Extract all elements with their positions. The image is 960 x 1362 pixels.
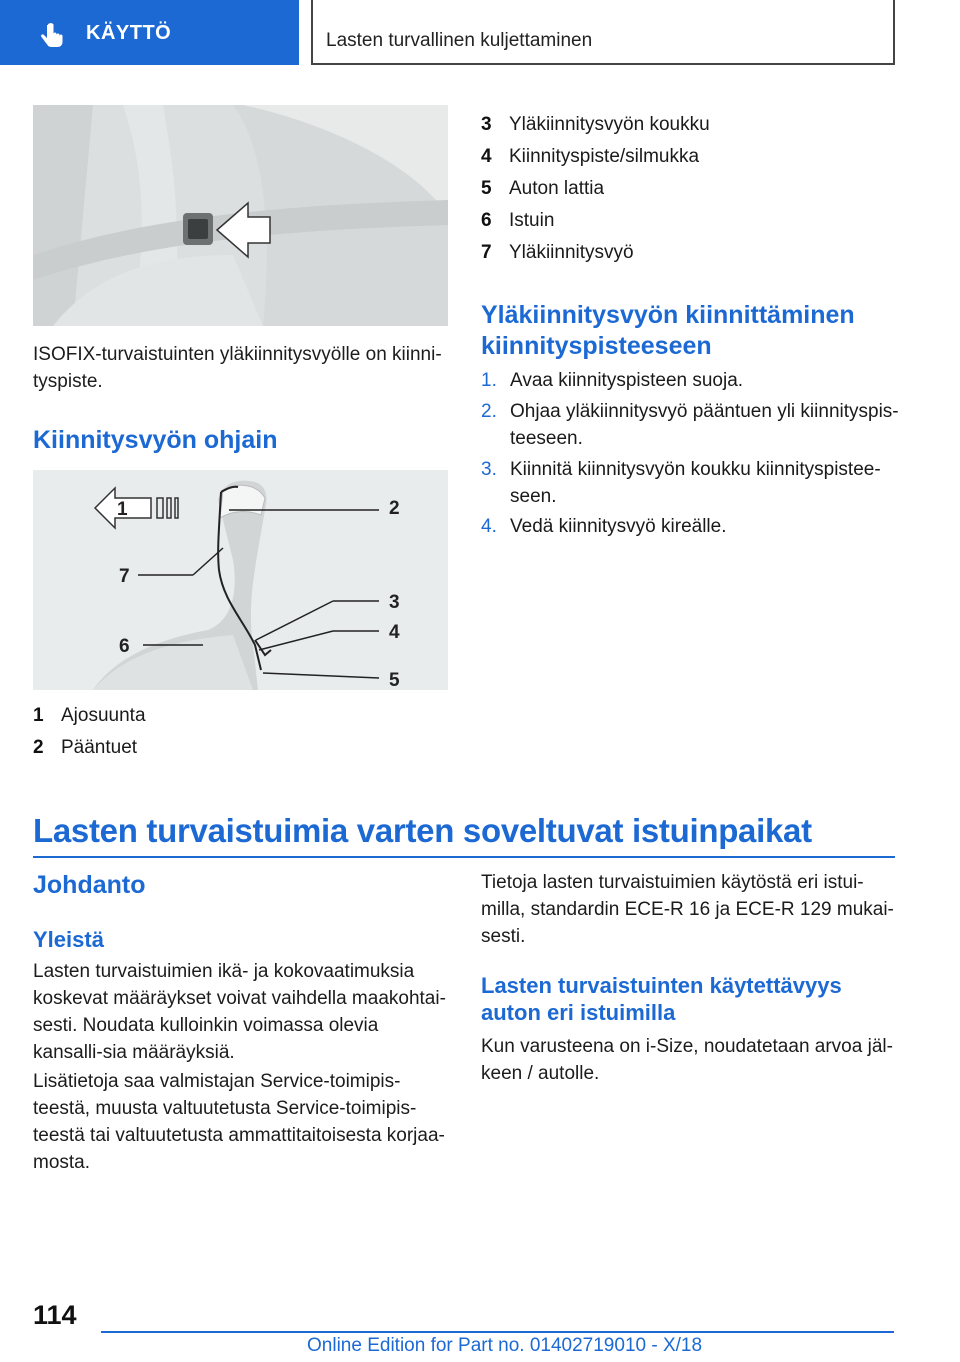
edition-note: Online Edition for Part no. 01402719010 - X/18 xyxy=(307,1335,703,1356)
section-title: Lasten turvaistuimia varten soveltuvat istuinpaikat xyxy=(33,812,895,858)
anchor-point-photo xyxy=(33,105,448,326)
step-num: 4. xyxy=(481,516,497,537)
general-heading: Yleistä xyxy=(33,927,104,952)
step-text: Vedä kiinnitysvyö kireälle. xyxy=(510,516,727,537)
section-tab-label: KÄYTTÖ xyxy=(86,22,172,44)
legend-item xyxy=(33,734,137,761)
chapter-header xyxy=(311,0,895,65)
step-item xyxy=(481,456,901,510)
legend-num: 1 xyxy=(33,705,44,726)
legend-text: Ajosuunta xyxy=(61,705,146,726)
footer-divider xyxy=(101,1331,894,1333)
legend-item xyxy=(33,702,146,729)
legend-item xyxy=(481,239,634,266)
legend-item xyxy=(481,111,710,138)
diagram-label-1: 1 xyxy=(117,499,128,520)
step-item xyxy=(481,398,901,452)
page-number: 114 xyxy=(33,1300,77,1330)
diagram-label-5: 5 xyxy=(389,670,400,690)
legend-num: 6 xyxy=(481,210,492,231)
general-paragraph-2: Lisätietoja saa valmistajan Service-toimipis-teestä, muusta valtuutetusta Service-toimipis-teestä tai valtuutetusta ammattitaitoisesta korjaa-mosta. xyxy=(33,1071,445,1173)
step-num: 2. xyxy=(481,401,497,422)
legend-item xyxy=(481,143,699,170)
legend-text: Yläkiinnitysvyön koukku xyxy=(509,114,710,135)
legend-text: Yläkiinnitysvyö xyxy=(509,242,634,263)
general-paragraph-1: Lasten turvaistuimien ikä- ja kokovaatimuksia koskevat määräykset voivat vaihdella maakohtai-sesti. Noudata kulloinkin voimassa olevia kansalli-sia määräyksiä. xyxy=(33,961,446,1063)
legend-num: 7 xyxy=(481,242,492,263)
attach-heading: Yläkiinnitysvyön kiinnittäminen kiinnityspisteeseen xyxy=(481,301,855,360)
step-text: Avaa kiinnityspisteen suoja. xyxy=(510,370,744,391)
step-num: 1. xyxy=(481,370,497,391)
legend-text: Auton lattia xyxy=(509,178,605,199)
section-tab[interactable] xyxy=(0,0,299,65)
step-item xyxy=(481,367,901,394)
step-text: Ohjaa yläkiinnitysvyö pääntuen yli kiinnityspis-teeseen. xyxy=(510,401,899,449)
legend-text: Pääntuet xyxy=(61,737,138,758)
standards-paragraph: Tietoja lasten turvaistuimien käytöstä eri istui-milla, standardin ECE-R 16 ja ECE-R 129 mukai-sesti. xyxy=(481,872,894,947)
legend-text: Istuin xyxy=(509,210,555,231)
legend-item xyxy=(481,207,554,234)
diagram-label-2: 2 xyxy=(389,498,400,519)
legend-text: Kiinnityspiste/silmukka xyxy=(509,146,700,167)
diagram-label-7: 7 xyxy=(119,566,130,587)
hand-pointer-icon xyxy=(38,22,66,50)
legend-num: 2 xyxy=(33,737,44,758)
step-item xyxy=(481,513,901,540)
legend-item xyxy=(481,175,604,202)
tether-guide-diagram xyxy=(33,470,448,690)
diagram-label-3: 3 xyxy=(389,592,400,613)
legend-num: 3 xyxy=(481,114,492,135)
chapter-title: Lasten turvallinen kuljettaminen xyxy=(326,30,593,51)
guide-heading: Kiinnitysvyön ohjain xyxy=(33,426,278,454)
intro-heading: Johdanto xyxy=(33,871,146,899)
figure1-caption: ISOFIX-turvaistuinten yläkiinnitysvyölle on kiinni-tyspiste. xyxy=(33,344,442,392)
legend-num: 4 xyxy=(481,146,492,167)
diagram-label-6: 6 xyxy=(119,636,130,657)
step-num: 3. xyxy=(481,459,497,480)
step-text: Kiinnitä kiinnitysvyön koukku kiinnityspistee-seen. xyxy=(510,459,881,507)
diagram-label-4: 4 xyxy=(389,622,400,643)
usability-heading: Lasten turvaistuinten käytettävyys auton eri istuimilla xyxy=(481,973,842,1025)
legend-num: 5 xyxy=(481,178,492,199)
isize-paragraph: Kun varusteena on i-Size, noudatetaan arvoa jäl-keen / autolle. xyxy=(481,1036,893,1084)
